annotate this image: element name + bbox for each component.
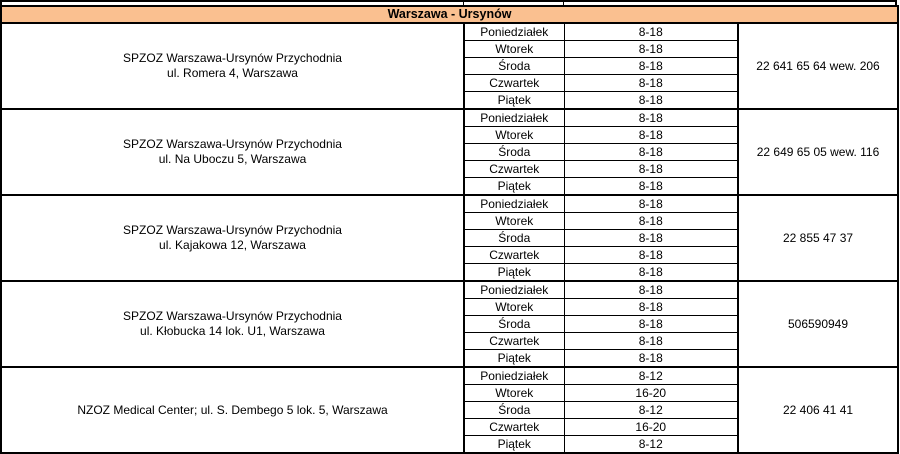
region-header-row (1, 6, 898, 23)
facility-address: ul. Romera 4, Warszawa (167, 66, 298, 80)
hours-cell: 8-18 (564, 58, 738, 75)
day-cell: Środa (464, 230, 564, 247)
hours-cell: 8-18 (564, 75, 738, 92)
facility-name: SPZOZ Warszawa-Ursynów Przychodnia (123, 223, 342, 237)
day-cell: Czwartek (464, 161, 564, 178)
facility-address: ul. Na Uboczu 5, Warszawa (158, 152, 307, 166)
day-cell: Poniedziałek (464, 109, 564, 127)
table-row (1, 23, 898, 41)
day-cell: Czwartek (464, 75, 564, 92)
hours-cell: 16-20 (564, 419, 738, 436)
hours-cell: 8-12 (564, 436, 738, 454)
day-cell: Wtorek (464, 127, 564, 144)
day-cell: Czwartek (464, 247, 564, 264)
hours-cell: 8-18 (564, 161, 738, 178)
hours-cell: 8-18 (564, 281, 738, 299)
day-cell: Środa (464, 402, 564, 419)
table-row (1, 367, 898, 385)
day-cell: Środa (464, 144, 564, 161)
cropped-row-remnant (0, 0, 897, 5)
facility-cell (1, 281, 464, 367)
hours-cell: 8-18 (564, 23, 738, 41)
day-cell: Środa (464, 58, 564, 75)
facility-cell (1, 23, 464, 109)
hours-cell: 16-20 (564, 385, 738, 402)
hours-cell: 8-18 (564, 333, 738, 350)
hours-cell: 8-18 (564, 195, 738, 213)
day-cell: Wtorek (464, 213, 564, 230)
day-cell: Poniedziałek (464, 23, 564, 41)
hours-cell: 8-18 (564, 144, 738, 161)
day-cell: Środa (464, 316, 564, 333)
day-cell: Wtorek (464, 41, 564, 58)
facility-name: SPZOZ Warszawa-Ursynów Przychodnia (123, 51, 342, 65)
facility-address: ul. Kłobucka 14 lok. U1, Warszawa (140, 324, 325, 338)
hours-cell: 8-18 (564, 127, 738, 144)
day-cell: Wtorek (464, 385, 564, 402)
facility-name: SPZOZ Warszawa-Ursynów Przychodnia (123, 309, 342, 323)
hours-cell: 8-18 (564, 41, 738, 58)
clinic-schedule-table (0, 5, 899, 454)
hours-cell: 8-18 (564, 213, 738, 230)
facility-name: SPZOZ Warszawa-Ursynów Przychodnia (123, 137, 342, 151)
hours-cell: 8-18 (564, 178, 738, 196)
table-row (1, 281, 898, 299)
hours-cell: 8-18 (564, 350, 738, 368)
day-cell: Piątek (464, 92, 564, 110)
phone-cell: 22 406 41 41 (738, 367, 898, 453)
hours-cell: 8-18 (564, 230, 738, 247)
day-cell: Poniedziałek (464, 367, 564, 385)
day-cell: Poniedziałek (464, 281, 564, 299)
hours-cell: 8-18 (564, 247, 738, 264)
facility-cell (1, 109, 464, 195)
phone-cell: 22 649 65 05 wew. 116 (738, 109, 898, 195)
hours-cell: 8-12 (564, 367, 738, 385)
hours-cell: 8-18 (564, 92, 738, 110)
phone-cell: 22 641 65 64 wew. 206 (738, 23, 898, 109)
column-divider-stub (563, 2, 564, 5)
region-header: Warszawa - Ursynów (1, 6, 898, 23)
day-cell: Piątek (464, 264, 564, 282)
hours-cell: 8-18 (564, 109, 738, 127)
phone-cell: 22 855 47 37 (738, 195, 898, 281)
day-cell: Czwartek (464, 419, 564, 436)
day-cell: Piątek (464, 178, 564, 196)
hours-cell: 8-12 (564, 402, 738, 419)
day-cell: Poniedziałek (464, 195, 564, 213)
table-row (1, 195, 898, 213)
facility-cell (1, 195, 464, 281)
column-divider-stub (463, 2, 464, 5)
day-cell: Piątek (464, 436, 564, 454)
hours-cell: 8-18 (564, 299, 738, 316)
facility-address: ul. Kajakowa 12, Warszawa (159, 238, 306, 252)
phone-cell: 506590949 (738, 281, 898, 367)
hours-cell: 8-18 (564, 264, 738, 282)
day-cell: Wtorek (464, 299, 564, 316)
day-cell: Czwartek (464, 333, 564, 350)
facility-name: NZOZ Medical Center; ul. S. Dembego 5 lok. 5, Warszawa (77, 402, 388, 417)
table-row (1, 109, 898, 127)
facility-cell (1, 367, 464, 453)
hours-cell: 8-18 (564, 316, 738, 333)
day-cell: Piątek (464, 350, 564, 368)
